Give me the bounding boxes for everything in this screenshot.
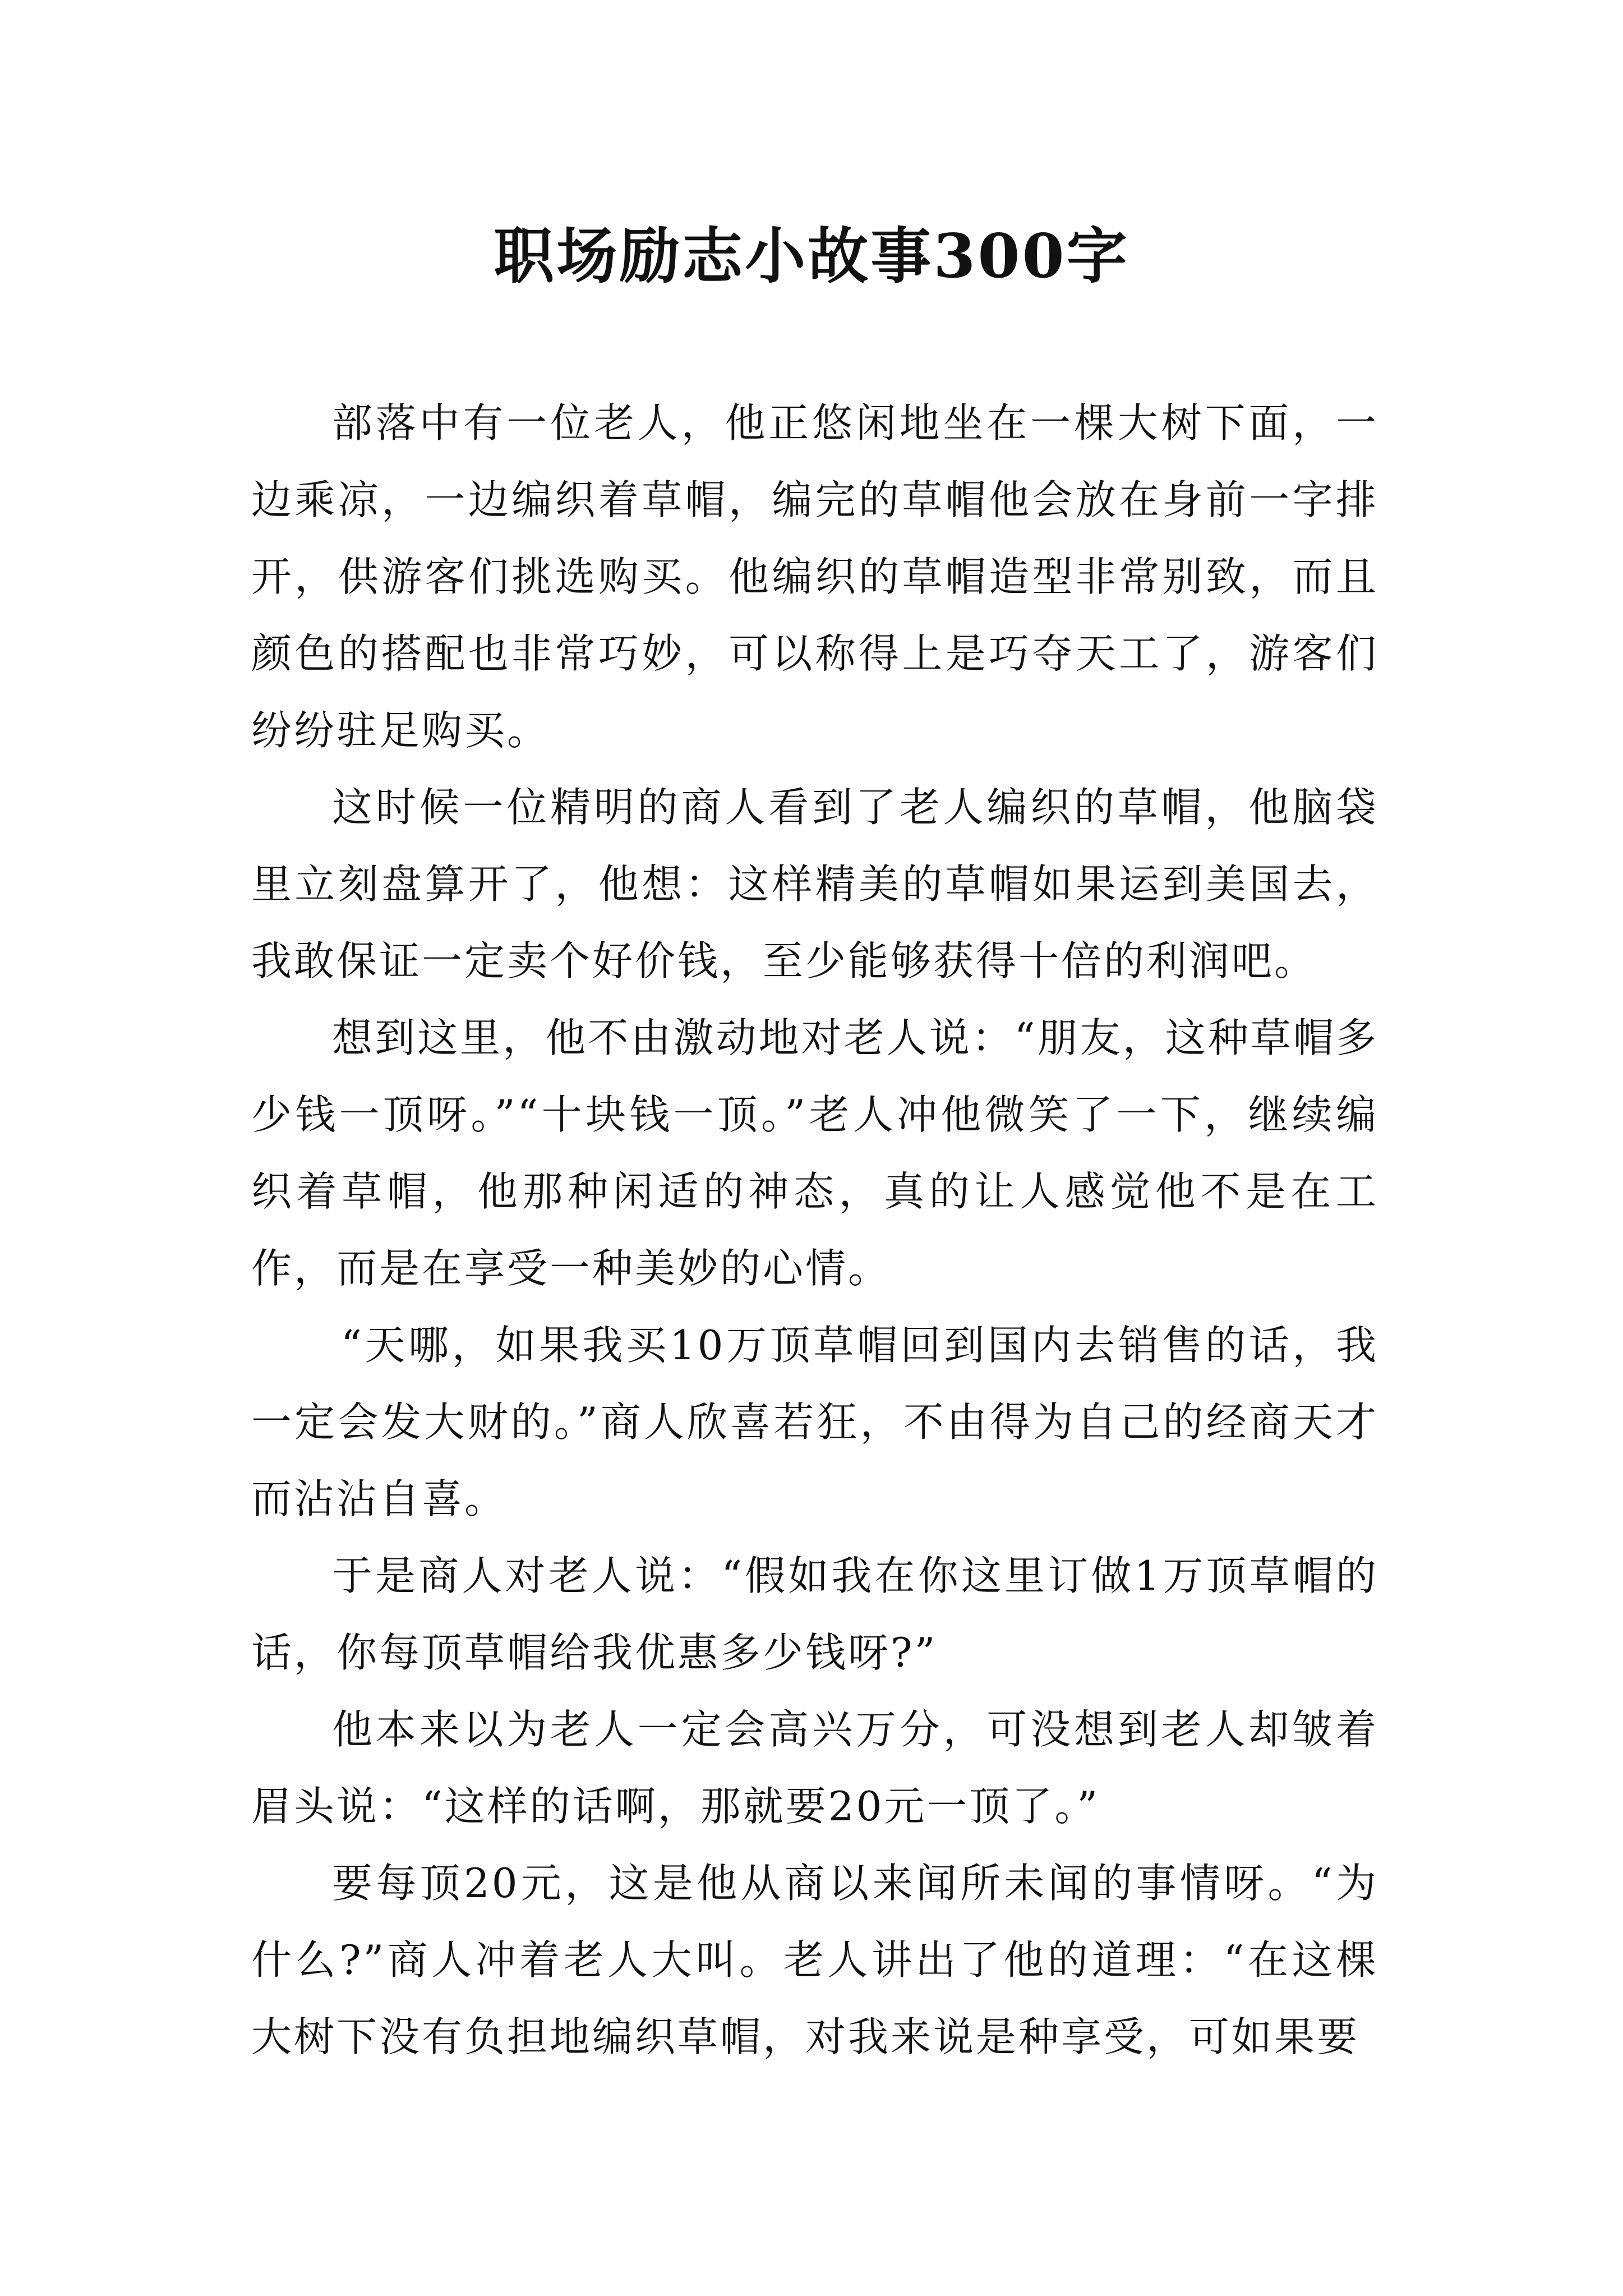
document-body xyxy=(251,385,1378,2076)
paragraph-4: “天哪，如果我买10万顶草帽回到国内去销售的话，我一定会发大财的。”商人欣喜若狂，不由得为自己的经商天才而沾沾自喜。 xyxy=(251,1322,1378,1522)
paragraph-7: 要每顶20元，这是他从商以来闻所未闻的事情呀。“为什么?”商人冲着老人大叫。老人讲出了他的道理：“在这棵大树下没有负担地编织草帽，对我来说是种享受，可如果要 xyxy=(251,1860,1378,2060)
paragraph-5: 于是商人对老人说：“假如我在你这里订做1万顶草帽的话，你每顶草帽给我优惠多少钱呀?” xyxy=(251,1552,1378,1676)
paragraph-2: 这时候一位精明的商人看到了老人编织的草帽，他脑袋里立刻盘算开了，他想：这样精美的草帽如果运到美国去，我敢保证一定卖个好价钱，至少能够获得十倍的利润吧。 xyxy=(251,784,1378,984)
paragraph-6: 他本来以为老人一定会高兴万分，可没想到老人却皱着眉头说：“这样的话啊，那就要20元一顶了。” xyxy=(251,1706,1378,1830)
paragraph-3: 想到这里，他不由激动地对老人说：“朋友，这种草帽多少钱一顶呀。”“十块钱一顶。”老人冲他微笑了一下，继续编织着草帽，他那种闲适的神态，真的让人感觉他不是在工作，而是在享受一种美妙的心情。 xyxy=(251,1014,1378,1292)
paragraph-1: 部落中有一位老人，他正悠闲地坐在一棵大树下面，一边乘凉，一边编织着草帽，编完的草帽他会放在身前一字排开，供游客们挑选购买。他编织的草帽造型非常别致，而且颜色的搭配也非常巧妙，可以称得上是巧夺天工了，游客们纷纷驻足购买。 xyxy=(251,399,1378,754)
document-title: 职场励志小故事300字 xyxy=(494,221,1129,292)
